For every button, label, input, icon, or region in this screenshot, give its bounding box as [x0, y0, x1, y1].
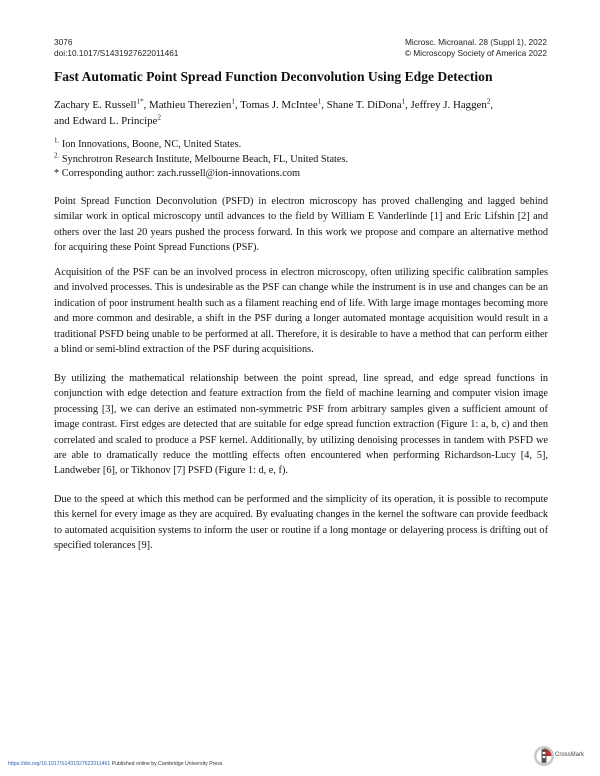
doi-link[interactable]: https://doi.org/10.1017/S1431927622011461 [8, 761, 111, 767]
footer [8, 761, 222, 767]
journal-citation: Microsc. Microanal. 28 (Suppl 1), 2022 [404, 37, 547, 47]
affiliation-line: $^{2.}$ Synchrotron Research Institute, Melbourne Beach, FL, United States. [54, 151, 349, 165]
author: and Edward L. Principe$^2$ [54, 113, 161, 127]
header-right [405, 37, 547, 59]
published-note: Published online by Cambridge University Press [110, 761, 223, 767]
crossmark-label[interactable]: CrossMark [555, 752, 585, 758]
author: Tomas J. McIntee$^1$, [240, 97, 327, 111]
body-paragraph: Point Spread Function Deconvolution (PSFD) in electron microscopy has proved challenging and lagged behind similar work in optical microscopy until advances to the field by William E Vanderlinde [1] and Eric Lifshin [2] and others over the last 20 years pushed the process forward. In this work we propose and compare an alternative method for acquiring these Point Spread Functions (PSF). [54, 196, 548, 254]
author: Shane T. DiDona$^1$, [326, 97, 411, 111]
affiliations [54, 138, 548, 182]
author: Jeffrey J. Haggen$^2$, [410, 97, 494, 111]
doi: doi:10.1017/S1431927622011461 [54, 48, 179, 58]
header-left [54, 37, 178, 59]
body-paragraph: By utilizing the mathematical relationship between the point spread, line spread, and edge spread functions in conjunction with edge detection and feature extraction from the field of machine learning and computer vision image processing [3], we can derive an estimated non-symmetric PSF from arbitrary samples given a sufficient amount of image contrast. First edges are detected that are suitable for edge spread function extraction (Figure 1: a, b, c) and then correlated and scaled to produce a PSF kernel. Additionally, by utilizing denoising processes in tandem with PSFD we are able to dramatically reduce the mottling effects often encountered when performing Richardson-Lucy [4, 5], Landweber [6], or Tikhonov [7] PSFD (Figure 1: d, e, f). [54, 373, 548, 477]
copyright: © Microscopy Society of America 2022 [404, 48, 547, 58]
affiliation-line: $^{1.}$ Ion Innovations, Boone, NC, United States. [54, 136, 242, 150]
paper-title: Fast Automatic Point Spread Function Deconvolution Using Edge Detection [54, 69, 493, 84]
author: Mathieu Therezien$^1$, [149, 97, 241, 111]
body-paragraph: Acquisition of the PSF can be an involved process in electron microscopy, often utilizing specific calibration samples and involved processes. This is undesirable as the PSF can change while the instrument is in use and changes can be an indication of poor instrument health such as a filament reaching end of life. With large image montages becoming more and more common and desirable, a shift in the PSF during a longer automated montage acquisition would result in a traditional PSFD being unable to be performed at all. Therefore, it is desirable to have a method that can perform either a blind or semi-blind extraction of the PSF during acquisitions. [54, 267, 548, 356]
body-paragraph: Due to the speed at which this method can be performed and the simplicity of its operation, it is possible to recompute this kernel for every image as they are acquired. By evaluating changes in the kernel the software can provide feedback to automated acquisition systems to inform the user or routine if a long montage or delayering process is drifting out of specified tolerances [9]. [54, 494, 548, 552]
author: Zachary E. Russell$^{1*}$, [54, 97, 150, 111]
author-list [54, 97, 548, 129]
corresponding-author: * Corresponding author: zach.russell@ion-innovations.com [54, 168, 300, 179]
page-number: 3076 [54, 37, 73, 47]
